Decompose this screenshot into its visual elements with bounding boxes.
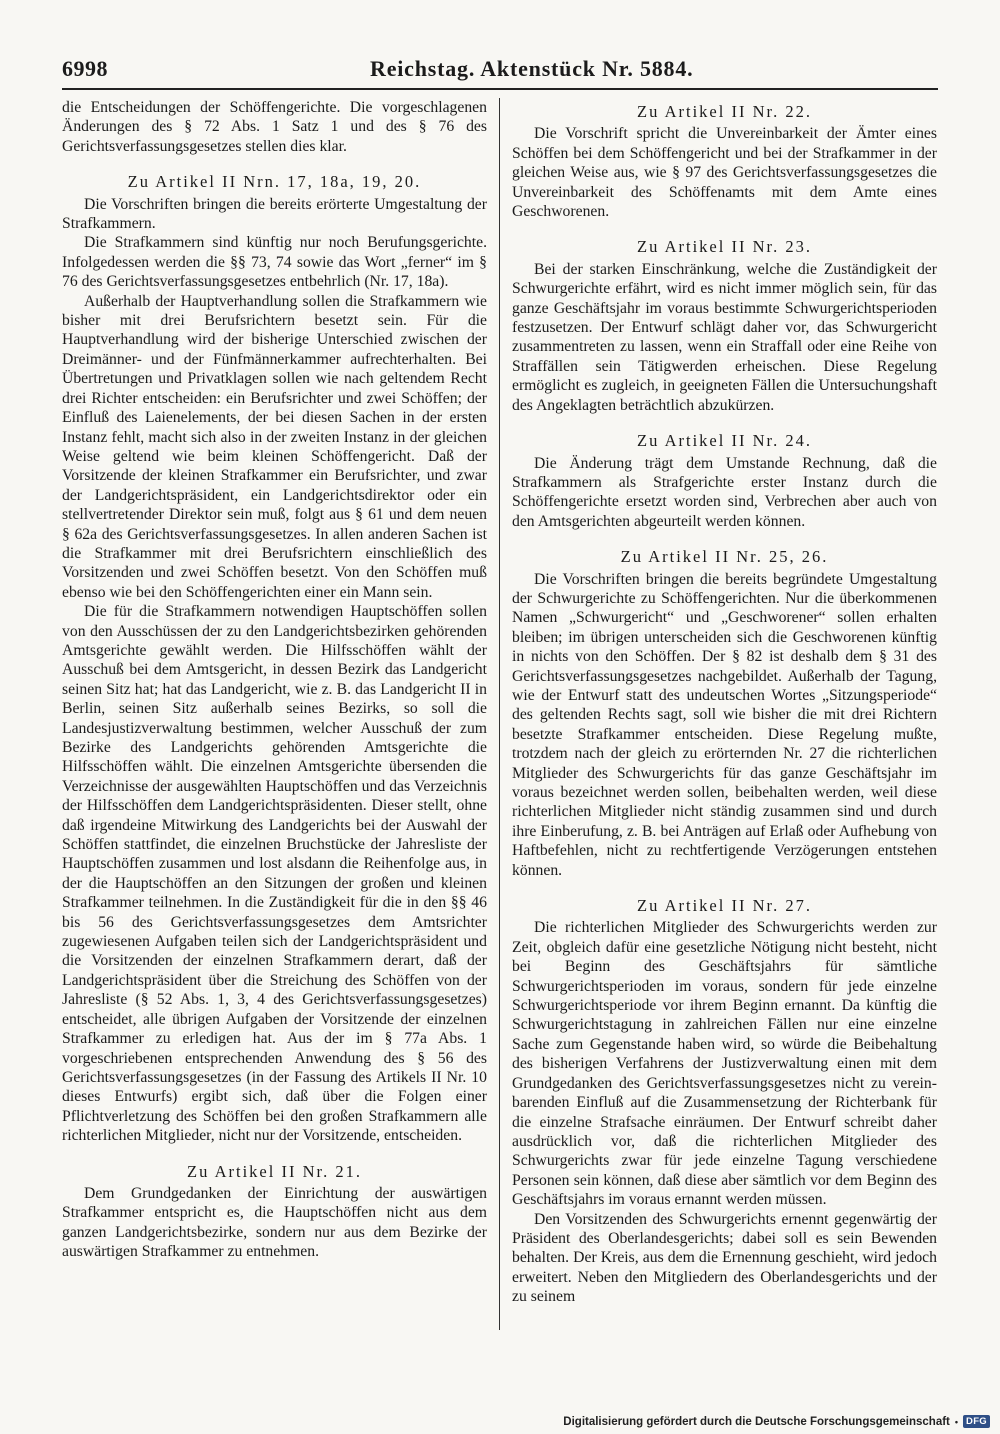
dfg-logo: DFG	[963, 1415, 990, 1428]
paragraph: Den Vorsitzenden des Schwurgerichts ernennt gegenwärtig der Präsident des Oberlandesgerichts; dabei soll es sein Bewenden behalten. Der Kreis, aus dem die Ernennung geschieht, wird jedoch erweitert. Neben den Mitgliedern des Oberlandesgerichts und der zu seinem	[512, 1210, 937, 1306]
column-divider	[499, 98, 500, 1330]
section-heading: Zu Artikel II Nr. 27.	[637, 896, 812, 916]
right-column	[512, 98, 937, 1307]
section-heading: Zu Artikel II Nr. 24.	[637, 431, 812, 451]
paragraph: Dem Grundgedanken der Einrichtung der auswärtigen Strafkammer entspricht es, die Hauptschöffen nicht aus dem ganzen Landgerichtsbezirke, sondern nur aus dem Bezirke der auswärtigen Strafkammer zu entnehmen.	[62, 1184, 487, 1261]
paragraph: Die Vorschrift spricht die Unvereinbarkeit der Ämter eines Schöffen bei dem Schöffengericht und bei der Strafkammer in der gleichen Weise aus, wie § 97 des Gerichtsverfassungsgesetzes die Unvereinbarkeit des Schöffenamts mit dem Amte eines Geschworenen.	[512, 125, 937, 221]
paragraph: Die Strafkammern sind künftig nur noch Berufungsgerichte. Infolgedessen werden die §§ 73, 74 sowie das Wort „ferner“ im § 76 des Gerichtsverfassungsgesetzes entbehrlich (Nr. 17, 18a).	[62, 234, 487, 291]
bullet-icon: •	[954, 1416, 959, 1427]
paragraph: Die für die Strafkammern notwendigen Hauptschöffen sollen von den Ausschüssen der zu den Landgerichtsbezirken gehörenden Amtsgerichte gewählt werden. Die Hilfsschöffen wählt der Ausschuß bei dem Amtsgericht, in dessen Bezirk das Landgericht seinen Sitz hat; hat das Landgericht, wie z. B. das Landgericht II in Berlin, seinen Sitz außerhalb seines Bezirks, so soll die Landesjustizverwaltung bestimmen, welcher Ausschuß der zum Bezirke des Landgerichts gehörenden Amtsgerichte die Hilfsschöffen wählt. Die einzelnen Amtsgerichte übersenden die Verzeichnisse der ausgewählten Hauptschöffen und das Verzeichnis der Hilfsschöffen dem Landgerichtspräsidenten. Dieser stellt, ohne daß irgendeine Mitwirkung des Landgerichts bei der Auswahl der Schöffen stattfindet, die einzelnen Bruchstücke der Jahresliste der Hauptschöffen zusammen und lost alsdann die Reihenfolge aus, in der die Hauptschöffen an den Sitzungen der großen und kleinen Strafkammer teilnehmen. In die Zuständigkeit für die in den §§ 46 bis 56 des Gerichtsverfassungsgesetzes dem Amtsrichter zugewiesenen Aufgaben teilen sich der Landgerichtspräsident und die Vorsitzenden der einzelnen Strafkammern derart, daß der Landgerichtspräsident über die Streichung des Schöffen von der Jahresliste (§ 52 Abs. 1, 3, 4 des Gerichtsverfassungsgesetzes) entscheidet, alle übrigen Aufgaben der Vorsitzende der einzelnen Strafkammer zu erledigen hat. Aus der im § 77a Abs. 1 vorgeschriebenen entsprechenden Anwendung des § 56 des Gerichtsverfassungsgesetzes (in der Fassung des Artikels II Nr. 10 dieses Entwurfs) ergibt sich, daß über die Folgen einer Pflichtverletzung des Schöffen bei den großen Strafkammern alle richterlichen Mitglieder, nicht nur der Vorsitzende, entscheiden.	[62, 603, 487, 1145]
page-header	[62, 56, 938, 86]
section-heading: Zu Artikel II Nrn. 17, 18a, 19, 20.	[127, 172, 422, 192]
section-heading: Zu Artikel II Nr. 21.	[187, 1161, 362, 1181]
paragraph: die Entscheidungen der Schöffengerichte. Die vorgeschlagenen Änderungen des § 72 Abs. 1 Satz 1 und des § 76 des Gerichtsverfassungsgesetzes stellen dies klar.	[62, 99, 487, 155]
header-rule	[62, 88, 938, 90]
paragraph: Die Änderung trägt dem Umstande Rechnung, daß die Strafkammern als Strafgerichte erster Instanz durch die Schöffengerichte ersetzt worden sind, Verbrechen aber auch von den Amtsgerichten abgeurteilt werden können.	[512, 454, 937, 530]
paragraph: Außerhalb der Hauptverhandlung sollen die Strafkammern wie bisher mit drei Berufsrichtern besetzt sein. Für die Hauptverhandlung wird der bisherige Unterschied zwischen der Dreimänner- und der Fünfmännerkammer aufrechterhalten. Bei Übertretungen und Privatklagen sollen wie nach geltendem Recht drei Richter entscheiden: ein Berufsrichter und zwei Schöffen; der Einfluß des Laienelements, der bei diesen Sachen in der ersten Instanz fehlt, macht sich also in der zweiten Instanz in der gleichen Weise geltend wie beim kleinen Schöffengericht. Daß der Vorsitzende der kleinen Strafkammer ein Berufsrichter, und zwar der Landgerichtspräsident, ein Landgerichtsdirektor oder ein stellvertretender Direktor sein muß, folgt aus § 61 und dem neuen § 62a des Gerichtsverfassungsgesetzes. In allen anderen Sachen ist die Strafkammer mit drei Berufsrichtern einschließlich des Vorsitzenden und zwei Schöffen besetzt. Von den Schöffen muß ebenso wie bei den Schöffengerichten einer ein Mann sein.	[62, 292, 487, 601]
left-column	[62, 98, 487, 1262]
paragraph: Die Vorschriften bringen die bereits begründete Umgestaltung der Schwurgerichte zu Schöffengerichten. Nur die überkommenen Namen „Schwurgericht“ und „Geschworener“ sollen erhalten bleiben; im übrigen unterscheiden sich die Geschworenen künftig in nichts von den Schöffen. Der § 82 ist deshalb dem § 31 des Gerichtsverfassungsgesetzes nachgebildet. Außerhalb der Tagung, wie der Entwurf statt des undeutschen Wortes „Sitzungsperiode“ des geltenden Rechts sagt, soll wie bisher die mit drei Richtern besetzte Strafkammer entscheiden. Diese Regelung mußte, trotzdem nach der gleich zu erörternden Nr. 27 die richterlichen Mitglieder des Schwurgerichts für das ganze Geschäftsjahr im voraus bezeichnet werden sollen, beibehalten werden, weil diese richterlichen Mitglieder nicht ständig zusammen sind und durch ihre Einberufung, z. B. bei Anträgen auf Erlaß oder Aufhebung von Haftbefehlen, nicht zu rechtfertigende Verzögerungen entstehen können.	[512, 570, 937, 879]
section-heading: Zu Artikel II Nr. 25, 26.	[620, 547, 829, 567]
footer-text: Digitalisierung gefördert durch die Deutsche Forschungsgemeinschaft	[563, 1415, 950, 1428]
digitization-footer	[563, 1415, 990, 1428]
section-heading: Zu Artikel II Nr. 23.	[637, 237, 812, 257]
paragraph: Die Vorschriften bringen die bereits erörterte Umgestaltung der Strafkammern.	[62, 195, 487, 233]
page-number: 6998	[62, 56, 108, 81]
running-head: Reichstag. Aktenstück Nr. 5884.	[370, 56, 694, 81]
section-heading: Zu Artikel II Nr. 22.	[637, 102, 812, 121]
paragraph: Bei der starken Einschränkung, welche die Zuständigkeit der Schwurgerichte erfährt, wird es nicht immer möglich sein, für das ganze Geschäftsjahr im voraus bestimmte Schwurgerichtsperioden festzusetzen. Der Entwurf schlägt daher vor, das Schwurgericht zusammentreten zu lassen, wenn ein Straffall oder eine Reihe von Straffällen sein Tätigwerden erheischen. Diese Regelung ermöglicht es zugleich, in geeigneten Fällen die Untersuchungshaft des Angeklagten beträchtlich abzukürzen.	[512, 260, 937, 414]
paragraph: Die richterlichen Mitglieder des Schwurgerichts werden zur Zeit, obgleich dafür eine gesetzliche Nötigung nicht besteht, nicht bei Beginn des Geschäftsjahrs für sämtliche Schwurgerichtsperioden im voraus, sondern für jede einzelne Schwurgerichtsperiode vor ihrem Beginn ernannt. Da künftig die Schwurgerichtstagung in zahlreichen Fällen nur eine einzelne Sache zum Gegenstande haben wird, so würde die Beibehaltung des bisherigen Verfahrens der Justizverwaltung einen mit dem Grundgedanken des Gerichtsverfassungsgesetzes nicht zu vereinbarenden Einfluß auf die Zusammensetzung der Richterbank für die einzelne Strafsache einräumen. Der Entwurf schreibt daher ausdrücklich vor, daß die richterlichen Mitglieder des Schwurgerichts zwar für jede einzelne Tagung verschiedene Personen sein können, daß diese aber sämtlich vor dem Beginn des Geschäftsjahrs im voraus ernannt werden müssen.	[512, 919, 937, 1209]
